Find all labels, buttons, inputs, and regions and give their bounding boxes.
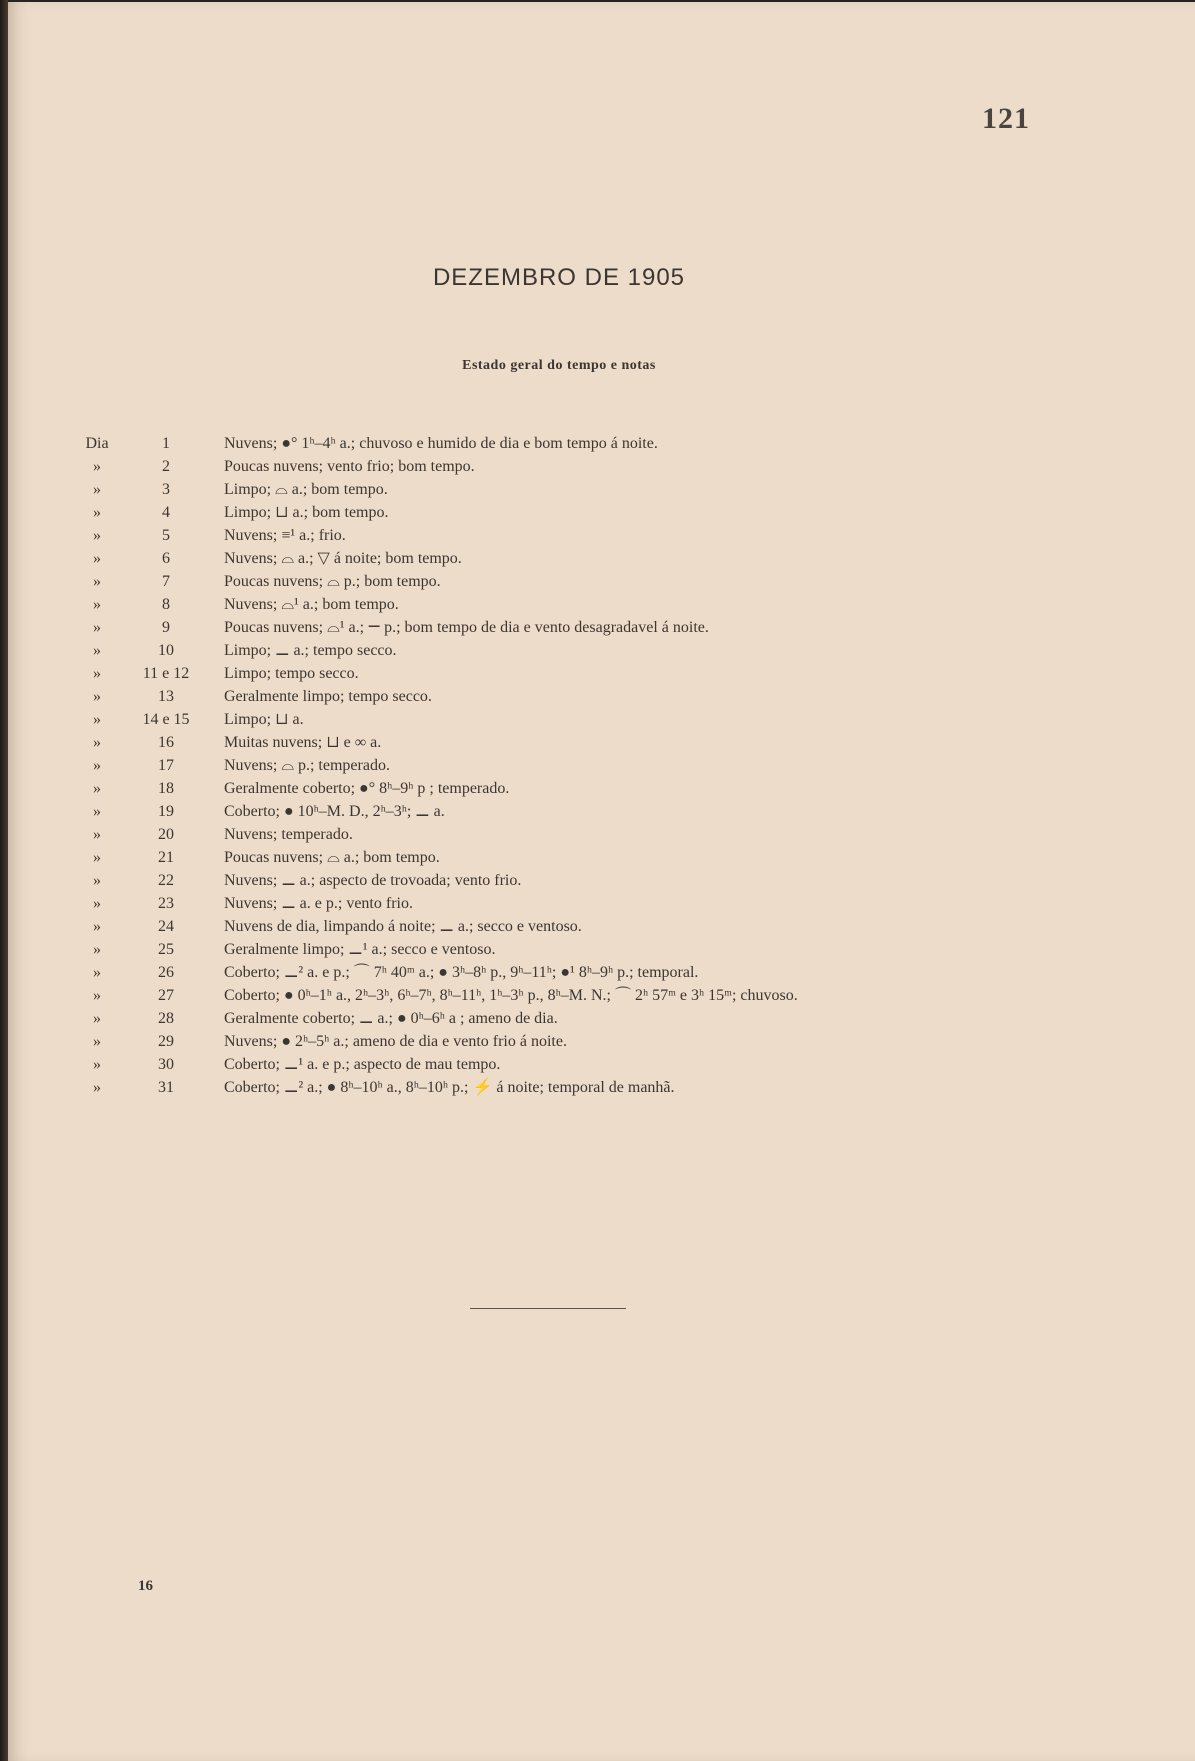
list-item [8, 1076, 1195, 1099]
entry-note: Nuvens; ⌓ p.; temperado. [224, 757, 390, 774]
entry-note: Muitas nuvens; ⊔ e ∞ a. [224, 734, 382, 751]
list-item [8, 478, 1195, 501]
entry-prefix: » [93, 918, 101, 935]
book-spine [0, 0, 8, 1761]
entry-prefix: » [93, 872, 101, 889]
entry-note: Nuvens; ●° 1ʰ–4ʰ a.; chuvoso e humido de dia e bom tempo á noite. [224, 435, 658, 452]
entry-prefix: » [93, 1033, 101, 1050]
page-number: 121 [982, 102, 1030, 135]
entry-day: 4 [162, 504, 170, 521]
list-item [8, 823, 1195, 846]
list-item [8, 1007, 1195, 1030]
entry-prefix: » [93, 550, 101, 567]
entry-prefix: » [93, 642, 101, 659]
list-item [8, 593, 1195, 616]
entry-prefix: » [93, 757, 101, 774]
entry-note: Nuvens; ⌓ a.; ▽ á noite; bom tempo. [224, 550, 462, 567]
list-item [8, 501, 1195, 524]
entry-day: 7 [162, 573, 170, 590]
entry-day: 9 [162, 619, 170, 636]
entry-prefix: » [93, 458, 101, 475]
entry-day: 30 [158, 1056, 174, 1073]
entry-note: Limpo; ⌓ a.; bom tempo. [224, 481, 388, 498]
list-item [8, 1030, 1195, 1053]
entry-prefix: » [93, 849, 101, 866]
list-item [8, 777, 1195, 800]
entry-note: Nuvens; ⚊ a.; aspecto de trovoada; vento frio. [224, 872, 522, 889]
list-item [8, 570, 1195, 593]
entry-note: Nuvens de dia, limpando á noite; ⚊ a.; secco e ventoso. [224, 918, 582, 935]
entry-day: 27 [158, 987, 174, 1004]
entry-day: 6 [162, 550, 170, 567]
entry-prefix: » [93, 527, 101, 544]
list-item [8, 639, 1195, 662]
list-item [8, 432, 1195, 455]
entry-prefix: » [93, 1010, 101, 1027]
entry-note: Poucas nuvens; ⌓ a.; bom tempo. [224, 849, 440, 866]
entry-note: Limpo; ⊔ a.; bom tempo. [224, 504, 389, 521]
entry-prefix: » [93, 1079, 101, 1096]
entry-day: 3 [162, 481, 170, 498]
entry-day: 26 [158, 964, 174, 981]
entry-day: 18 [158, 780, 174, 797]
list-item [8, 961, 1195, 984]
entry-note: Poucas nuvens; ⌓¹ a.; ⚊ p.; bom tempo de dia e vento desagradavel á noite. [224, 619, 709, 636]
entry-prefix: » [93, 711, 101, 728]
entry-day: 8 [162, 596, 170, 613]
entry-prefix: » [93, 964, 101, 981]
entry-day: 1 [162, 435, 170, 452]
entry-note: Nuvens; ⌓¹ a.; bom tempo. [224, 596, 399, 613]
entry-day: 23 [158, 895, 174, 912]
entry-day: 11 e 12 [142, 665, 190, 682]
list-item [8, 938, 1195, 961]
entry-note: Geralmente coberto; ⚊ a.; ● 0ʰ–6ʰ a ; ameno de dia. [224, 1010, 558, 1027]
list-item [8, 708, 1195, 731]
list-item [8, 846, 1195, 869]
entry-prefix: » [93, 780, 101, 797]
entry-day: 16 [158, 734, 174, 751]
entry-prefix: » [93, 665, 101, 682]
section-subtitle: Estado geral do tempo e notas [462, 358, 656, 373]
entry-day: 20 [158, 826, 174, 843]
entry-prefix: » [93, 573, 101, 590]
list-item [8, 869, 1195, 892]
entry-note: Coberto; ● 10ʰ–M. D., 2ʰ–3ʰ; ⚊ a. [224, 803, 445, 820]
list-item [8, 892, 1195, 915]
list-item [8, 616, 1195, 639]
entry-note: Coberto; ⚊² a.; ● 8ʰ–10ʰ a., 8ʰ–10ʰ p.; ⚡ á noite; temporal de manhã. [224, 1079, 675, 1096]
entry-day: 17 [158, 757, 174, 774]
entry-note: Limpo; ⊔ a. [224, 711, 304, 728]
list-item [8, 915, 1195, 938]
list-item [8, 754, 1195, 777]
entry-note: Limpo; ⚊ a.; tempo secco. [224, 642, 397, 659]
entry-note: Poucas nuvens; vento frio; bom tempo. [224, 458, 475, 475]
entry-note: Limpo; tempo secco. [224, 665, 359, 682]
entry-day: 13 [158, 688, 174, 705]
entry-prefix: » [93, 1056, 101, 1073]
entry-day: 25 [158, 941, 174, 958]
divider-rule [470, 1308, 626, 1309]
entry-prefix: » [93, 826, 101, 843]
list-item [8, 1053, 1195, 1076]
list-item [8, 800, 1195, 823]
entry-prefix: » [93, 481, 101, 498]
entry-note: Geralmente coberto; ●° 8ʰ–9ʰ p ; temperado. [224, 780, 510, 797]
entry-note: Nuvens; ⚊ a. e p.; vento frio. [224, 895, 413, 912]
entry-prefix: » [93, 596, 101, 613]
list-item [8, 455, 1195, 478]
list-item [8, 524, 1195, 547]
page [8, 2, 1195, 1761]
list-item [8, 685, 1195, 708]
list-item [8, 984, 1195, 1007]
list-item [8, 662, 1195, 685]
entry-prefix: » [93, 619, 101, 636]
entry-day: 19 [158, 803, 174, 820]
sheet-number: 16 [138, 1578, 153, 1594]
entry-note: Coberto; ⚊¹ a. e p.; aspecto de mau tempo. [224, 1056, 501, 1073]
entry-prefix: Dia [85, 435, 109, 452]
entry-day: 24 [158, 918, 174, 935]
entry-note: Nuvens; ≡¹ a.; frio. [224, 527, 346, 544]
entry-note: Coberto; ⚊² a. e p.; ⌒ 7ʰ 40ᵐ a.; ● 3ʰ–8ʰ p., 9ʰ–11ʰ; ●¹ 8ʰ–9ʰ p.; temporal. [224, 964, 699, 981]
entry-prefix: » [93, 504, 101, 521]
entry-day: 31 [158, 1079, 174, 1096]
entry-day: 21 [158, 849, 174, 866]
entry-note: Geralmente limpo; tempo secco. [224, 688, 432, 705]
entry-note: Geralmente limpo; ⚊¹ a.; secco e ventoso. [224, 941, 496, 958]
entry-prefix: » [93, 895, 101, 912]
entry-day: 10 [158, 642, 174, 659]
page-title: DEZEMBRO DE 1905 [432, 264, 686, 291]
entry-note: Coberto; ● 0ʰ–1ʰ a., 2ʰ–3ʰ, 6ʰ–7ʰ, 8ʰ–11ʰ, 1ʰ–3ʰ p., 8ʰ–M. N.; ⌒ 2ʰ 57ᵐ e 3ʰ 15ᵐ; chuvoso. [224, 987, 798, 1004]
entry-note: Poucas nuvens; ⌓ p.; bom tempo. [224, 573, 441, 590]
entry-prefix: » [93, 734, 101, 751]
entry-day: 2 [162, 458, 170, 475]
entry-day: 5 [162, 527, 170, 544]
entry-day: 22 [158, 872, 174, 889]
entry-prefix: » [93, 688, 101, 705]
entry-day: 14 e 15 [142, 711, 190, 728]
entry-prefix: » [93, 987, 101, 1004]
entry-prefix: » [93, 941, 101, 958]
entry-prefix: » [93, 803, 101, 820]
list-item [8, 547, 1195, 570]
entry-day: 28 [158, 1010, 174, 1027]
entry-day: 29 [158, 1033, 174, 1050]
list-item [8, 731, 1195, 754]
entry-note: Nuvens; ● 2ʰ–5ʰ a.; ameno de dia e vento frio á noite. [224, 1033, 567, 1050]
entry-note: Nuvens; temperado. [224, 826, 353, 843]
